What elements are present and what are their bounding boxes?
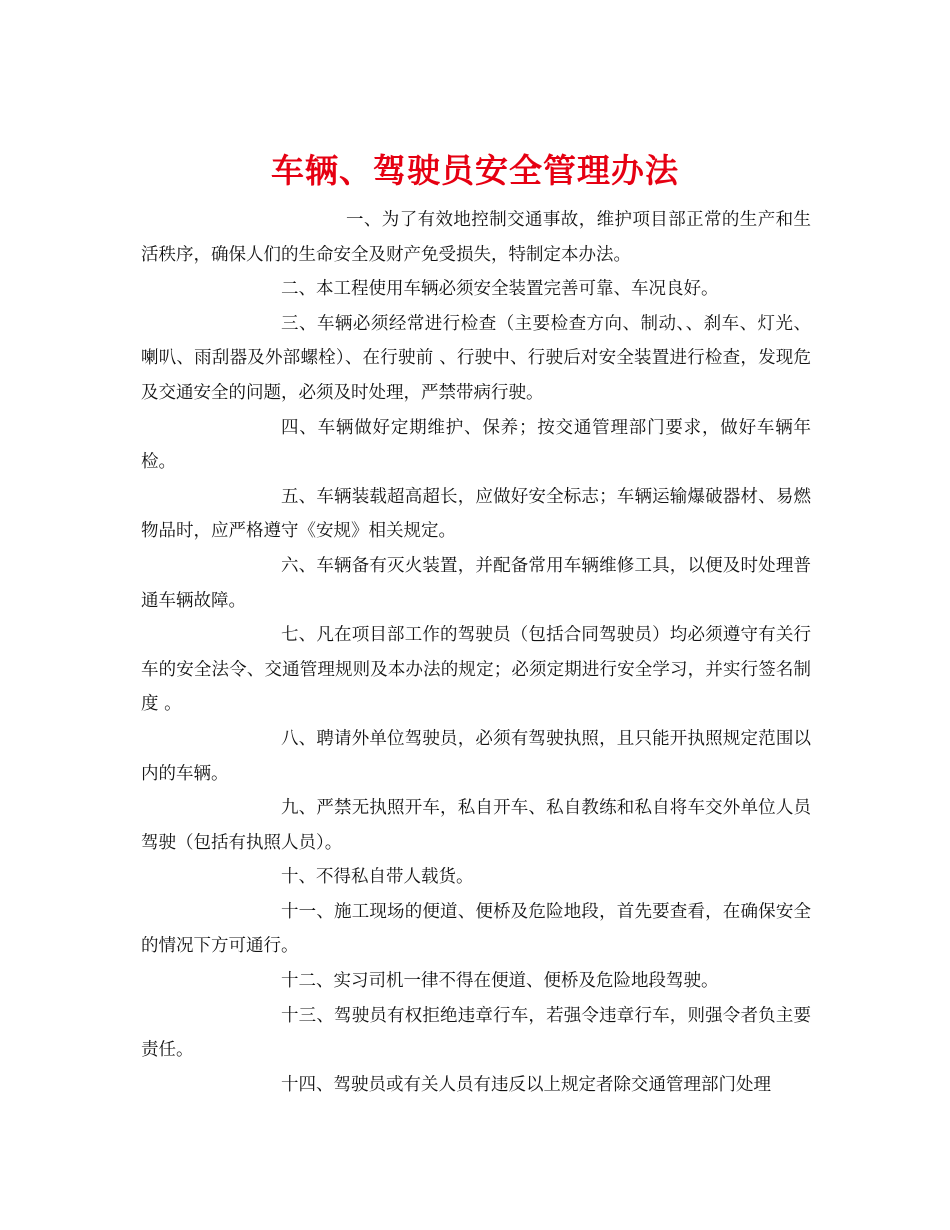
document-body bbox=[141, 203, 811, 1102]
paragraph-9: 九、严禁无执照开车，私自开车、私自教练和私自将车交外单位人员驾驶（包括有执照人员）。 bbox=[141, 798, 811, 853]
paragraph-7: 七、凡在项目部工作的驾驶员（包括合同驾驶员）均必须遵守有关行车的安全法令、交通管理规则及本办法的规定；必须定期进行安全学习，并实行签名制度 。 bbox=[141, 625, 811, 715]
paragraph-12: 十二、实习司机一律不得在便道、便桥及危险地段驾驶。 bbox=[281, 971, 719, 992]
paragraph-1: 一、为了有效地控制交通事故，维护项目部正常的生产和生活秩序，确保人们的生命安全及财产免受损失，特制定本办法。 bbox=[141, 210, 811, 265]
paragraph-4: 四、车辆做好定期维护、保养；按交通管理部门要求，做好车辆年检。 bbox=[141, 417, 811, 473]
document-title: 车辆、驾驶员安全管理办法 bbox=[271, 151, 679, 191]
paragraph-11: 十一、施工现场的便道、便桥及危险地段，首先要查看，在确保安全的情况下方可通行。 bbox=[141, 901, 811, 957]
paragraph-5: 五、车辆装载超高超长，应做好安全标志；车辆运输爆破器材、易燃物品时，应严格遵守《安规》相关规定。 bbox=[141, 486, 811, 542]
paragraph-10: 十、不得私自带人载货。 bbox=[281, 867, 474, 888]
paragraph-14: 十四、驾驶员或有关人员有违反以上规定者除交通管理部门处理 bbox=[281, 1074, 771, 1095]
paragraph-13: 十三、驾驶员有权拒绝违章行车，若强令违章行车，则强令者负主要责任。 bbox=[141, 1005, 811, 1061]
paragraph-2: 二、本工程使用车辆必须安全装置完善可靠、车况良好。 bbox=[281, 279, 719, 300]
paragraph-6: 六、车辆备有灭火装置，并配备常用车辆维修工具，以便及时处理普通车辆故障。 bbox=[141, 555, 811, 611]
paragraph-8: 八、聘请外单位驾驶员，必须有驾驶执照，且只能开执照规定范围以内的车辆。 bbox=[141, 728, 811, 784]
paragraph-3: 三、车辆必须经常进行检查（主要检查方向、制动、、刹车、灯光、喇叭、雨刮器及外部螺栓）、在行驶前 、行驶中、行驶后对安全装置进行检查，发现危及交通安全的问题，必须及时处理，严禁带病行驶。 bbox=[141, 313, 811, 403]
